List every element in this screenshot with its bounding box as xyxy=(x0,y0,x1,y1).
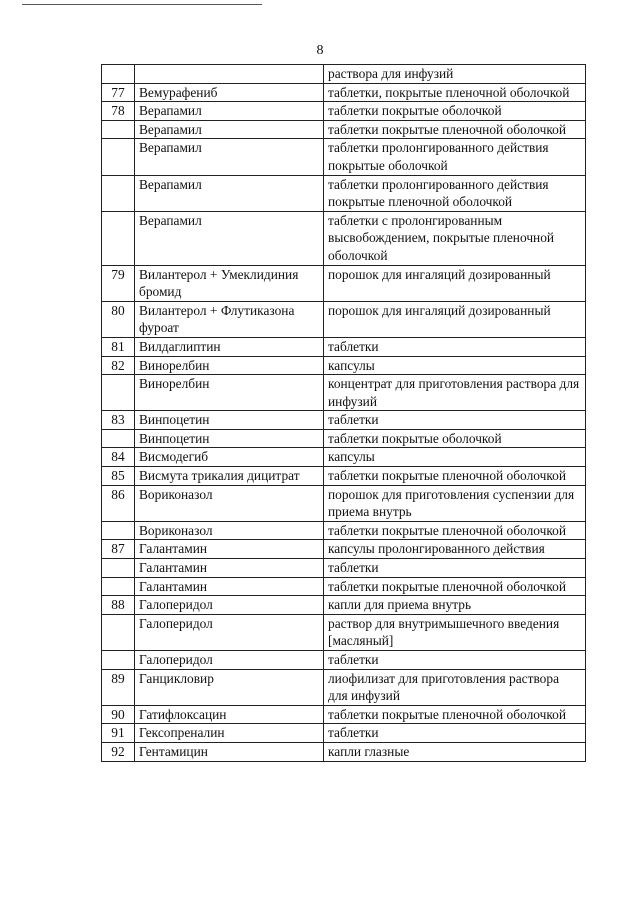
drug-name: Верапамил xyxy=(135,175,324,211)
row-number xyxy=(102,375,135,411)
row-number xyxy=(102,120,135,139)
table-row xyxy=(102,614,586,650)
dosage-form: таблетки пролонгированного действия покрытые оболочкой xyxy=(324,139,586,175)
row-number xyxy=(102,65,135,84)
drug-name: Галоперидол xyxy=(135,596,324,615)
drug-name: Висмодегиб xyxy=(135,448,324,467)
drug-name: Галоперидол xyxy=(135,614,324,650)
table-row xyxy=(102,540,586,559)
dosage-form: капсулы пролонгированного действия xyxy=(324,540,586,559)
drug-name: Галантамин xyxy=(135,540,324,559)
table-row xyxy=(102,521,586,540)
drug-name: Винорелбин xyxy=(135,375,324,411)
row-number: 85 xyxy=(102,467,135,486)
row-number: 89 xyxy=(102,669,135,705)
row-number xyxy=(102,211,135,265)
dosage-form: таблетки с пролонгированным высвобождением, покрытые пленочной оболочкой xyxy=(324,211,586,265)
drug-name: Галантамин xyxy=(135,577,324,596)
table-row xyxy=(102,211,586,265)
dosage-form: таблетки покрытые оболочкой xyxy=(324,429,586,448)
table-row xyxy=(102,120,586,139)
drug-table xyxy=(101,64,586,762)
row-number: 86 xyxy=(102,485,135,521)
table-row xyxy=(102,467,586,486)
drug-name xyxy=(135,65,324,84)
drug-name: Винпоцетин xyxy=(135,429,324,448)
drug-name: Гексопреналин xyxy=(135,724,324,743)
drug-name: Верапамил xyxy=(135,139,324,175)
table-row xyxy=(102,742,586,761)
table-row xyxy=(102,577,586,596)
table-row xyxy=(102,669,586,705)
drug-name: Вилантерол + Флутиказона фуроат xyxy=(135,301,324,337)
table-row xyxy=(102,265,586,301)
row-number: 84 xyxy=(102,448,135,467)
dosage-form: капли глазные xyxy=(324,742,586,761)
dosage-form: капли для приема внутрь xyxy=(324,596,586,615)
table-row xyxy=(102,448,586,467)
table-row xyxy=(102,301,586,337)
dosage-form: лиофилизат для приготовления раствора для инфузий xyxy=(324,669,586,705)
row-number xyxy=(102,651,135,670)
table-row xyxy=(102,337,586,356)
table-row xyxy=(102,411,586,430)
row-number: 83 xyxy=(102,411,135,430)
table-row xyxy=(102,429,586,448)
row-number xyxy=(102,577,135,596)
drug-name: Вемурафениб xyxy=(135,83,324,102)
row-number: 79 xyxy=(102,265,135,301)
dosage-form: таблетки xyxy=(324,651,586,670)
dosage-form: раствор для внутримышечного введения [масляный] xyxy=(324,614,586,650)
row-number: 87 xyxy=(102,540,135,559)
drug-name: Вилантерол + Умеклидиния бромид xyxy=(135,265,324,301)
drug-name: Ганцикловир xyxy=(135,669,324,705)
drug-name: Верапамил xyxy=(135,102,324,121)
dosage-form: таблетки покрытые пленочной оболочкой xyxy=(324,521,586,540)
dosage-form: порошок для приготовления суспензии для приема внутрь xyxy=(324,485,586,521)
dosage-form: порошок для ингаляций дозированный xyxy=(324,301,586,337)
drug-name: Галоперидол xyxy=(135,651,324,670)
dosage-form: таблетки xyxy=(324,724,586,743)
dosage-form: капсулы xyxy=(324,356,586,375)
drug-name: Вориконазол xyxy=(135,521,324,540)
table-row xyxy=(102,175,586,211)
table-row xyxy=(102,596,586,615)
table-row xyxy=(102,102,586,121)
table-row xyxy=(102,356,586,375)
dosage-form: таблетки покрытые пленочной оболочкой xyxy=(324,467,586,486)
dosage-form: таблетки xyxy=(324,337,586,356)
dosage-form: таблетки покрытые пленочной оболочкой xyxy=(324,120,586,139)
row-number: 91 xyxy=(102,724,135,743)
row-number: 82 xyxy=(102,356,135,375)
row-number xyxy=(102,139,135,175)
dosage-form: таблетки xyxy=(324,411,586,430)
header-rule xyxy=(22,4,262,5)
dosage-form: таблетки покрытые оболочкой xyxy=(324,102,586,121)
drug-name: Вориконазол xyxy=(135,485,324,521)
dosage-form: таблетки покрытые пленочной оболочкой xyxy=(324,705,586,724)
row-number: 80 xyxy=(102,301,135,337)
table-row xyxy=(102,651,586,670)
row-number: 78 xyxy=(102,102,135,121)
row-number xyxy=(102,175,135,211)
table-row xyxy=(102,559,586,578)
table-row xyxy=(102,375,586,411)
dosage-form: таблетки пролонгированного действия покрытые пленочной оболочкой xyxy=(324,175,586,211)
drug-name: Винпоцетин xyxy=(135,411,324,430)
drug-name: Галантамин xyxy=(135,559,324,578)
dosage-form: капсулы xyxy=(324,448,586,467)
row-number xyxy=(102,521,135,540)
table-row xyxy=(102,83,586,102)
drug-name: Верапамил xyxy=(135,120,324,139)
row-number xyxy=(102,614,135,650)
dosage-form: раствора для инфузий xyxy=(324,65,586,84)
page-number: 8 xyxy=(316,43,324,58)
drug-name: Верапамил xyxy=(135,211,324,265)
table-row xyxy=(102,139,586,175)
table-row xyxy=(102,724,586,743)
row-number: 88 xyxy=(102,596,135,615)
table-row xyxy=(102,65,586,84)
drug-table-body xyxy=(102,65,586,762)
drug-name: Гентамицин xyxy=(135,742,324,761)
drug-name: Висмута трикалия дицитрат xyxy=(135,467,324,486)
dosage-form: таблетки, покрытые пленочной оболочкой xyxy=(324,83,586,102)
row-number: 81 xyxy=(102,337,135,356)
drug-name: Винорелбин xyxy=(135,356,324,375)
row-number: 92 xyxy=(102,742,135,761)
dosage-form: концентрат для приготовления раствора для инфузий xyxy=(324,375,586,411)
drug-name: Гатифлоксацин xyxy=(135,705,324,724)
row-number: 77 xyxy=(102,83,135,102)
dosage-form: порошок для ингаляций дозированный xyxy=(324,265,586,301)
table-row xyxy=(102,485,586,521)
row-number xyxy=(102,559,135,578)
dosage-form: таблетки xyxy=(324,559,586,578)
row-number xyxy=(102,429,135,448)
drug-name: Вилдаглиптин xyxy=(135,337,324,356)
row-number: 90 xyxy=(102,705,135,724)
table-row xyxy=(102,705,586,724)
dosage-form: таблетки покрытые пленочной оболочкой xyxy=(324,577,586,596)
